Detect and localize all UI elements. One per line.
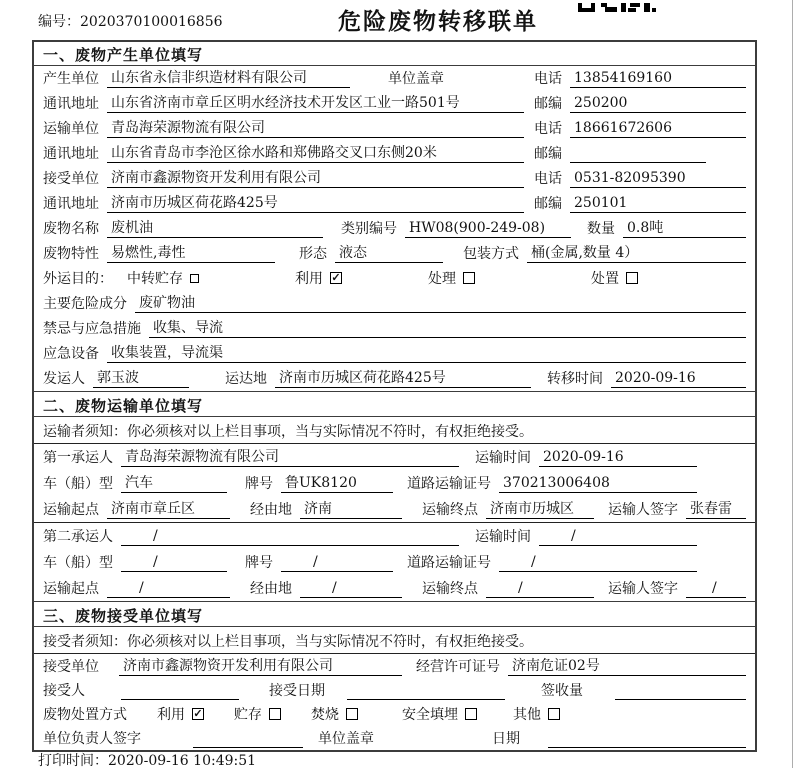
checkbox-unchecked-icon [548,708,560,720]
transporter-phone-value: 18661672606 [570,120,746,138]
receiver-address-row [34,191,755,216]
second-carrier-row [34,523,755,549]
carrier1-label: 第一承运人 [43,450,113,466]
terminus-label: 运输终点 [422,502,478,518]
phone-label: 电话 [534,171,562,187]
purpose-option-utilize: 利用 ✓ [295,271,341,287]
transporter-label: 运输单位 [43,121,99,137]
checkbox-unchecked-icon [346,708,358,720]
checkbox-checked-icon: ✓ [331,271,341,284]
category-value: HW08(900-249-08) [405,220,571,238]
first-carrier-block [34,444,755,523]
signed-quantity-label: 签收量 [541,683,583,699]
chief-sign-row [34,726,755,750]
carrier2-time-value: / [539,528,697,546]
sign-date-value [548,730,746,748]
second-carrier-route-row [34,575,755,601]
section1-header: 一、废物产生单位填写 [34,42,755,66]
document-number-value: 2020370100016856 [80,14,223,30]
emergency-label: 禁忌与应急措施 [43,321,141,337]
waste-name-label: 废物名称 [43,221,99,237]
phone-label: 电话 [534,71,562,87]
form-value: 液态 [335,242,443,263]
carrier2-origin-value: / [107,580,230,598]
hazard-component-row [34,291,755,316]
page-edge-divider [792,0,793,768]
emergency-value: 收集、导流 [149,317,746,338]
purpose-option-transit-storage: 中转贮存 [127,268,199,288]
producer-row [34,66,755,91]
zip-label: 邮编 [534,146,562,162]
phone-label: 电话 [534,121,562,137]
transporter-zip-value [570,145,706,163]
emergency-equipment-row [34,341,755,366]
plate-label: 牌号 [245,476,273,492]
transport-time-label: 运输时间 [475,529,531,545]
disposal-option-other: 其他 [513,704,560,724]
carrier1-vehicle-value: 汽车 [121,472,227,493]
checkbox-unchecked-icon [463,272,475,284]
acceptor-label: 接受人 [43,683,85,699]
second-carrier-vehicle-row [34,549,755,575]
unit-seal-label: 单位盖章 [388,71,444,87]
checkbox-checked-icon: ✓ [193,707,203,720]
second-carrier-block [34,523,755,601]
receiver-label: 接受单位 [43,171,99,187]
receiver-phone-value: 0531-82095390 [570,170,746,188]
disposal-option-utilize: 利用 ✓ [157,707,203,723]
disposal-option-landfill: 安全填埋 [402,704,477,724]
carrier-sign-label: 运输人签字 [608,581,678,597]
purpose-option-treat: 处理 [428,268,475,288]
carrier2-plate-value: / [281,554,393,572]
receiver-row [34,166,755,191]
chief-sign-label: 单位负责人签字 [43,731,141,747]
vehicle-type-label: 车（船）型 [43,555,113,571]
waste-name-row [34,216,755,241]
via-label: 经由地 [250,581,292,597]
permit-value: 济南危证02号 [508,655,746,676]
address-label: 通讯地址 [43,96,99,112]
section2-header: 二、废物运输单位填写 [34,391,755,417]
checkbox-unchecked-icon [269,708,281,720]
zip-label: 邮编 [534,196,562,212]
permit-label: 经营许可证号 [416,659,500,675]
accept-unit-value: 济南市鑫源物资开发利用有限公司 [119,655,402,676]
carrier1-road-permit-value: 370213006408 [499,475,697,493]
carrier2-sign-value: / [686,580,746,598]
purpose-option-dispose: 处置 [591,268,638,288]
category-label: 类别编号 [341,221,397,237]
consignor-row [34,366,755,391]
carrier2-terminus-value: / [486,580,594,598]
equipment-value: 收集装置，导流渠 [107,342,746,363]
acceptor-value [121,682,239,700]
checkbox-unchecked-icon [626,272,638,284]
destination-value: 济南市历城区荷花路425号 [275,367,531,388]
receiver-notice: 接受者须知：你必须核对以上栏目事项，当与实际情况不符时，有权拒绝接受。 [34,627,755,654]
accept-unit-label: 接受单位 [43,659,99,675]
manifest-form [32,40,757,752]
disposal-option-store: 贮存 [234,704,281,724]
trait-label: 废物特性 [43,246,99,262]
carrier1-sign-value: 张春雷 [686,498,746,519]
receiver-zip-value: 250101 [570,195,746,213]
first-carrier-route-row [34,496,755,522]
signed-quantity-value [615,682,746,700]
transporter-address-value: 山东省青岛市李沧区徐水路和郑佛路交叉口东侧20米 [107,142,524,163]
trait-value: 易燃性,毒性 [107,242,275,263]
print-time-label: 打印时间： [38,753,108,768]
producer-value: 山东省永信非织造材料有限公司 [107,67,350,88]
transporter-address-row [34,141,755,166]
hazard-value: 废矿物油 [135,292,746,313]
zip-label: 邮编 [534,96,562,112]
carrier1-terminus-value: 济南市历城区 [486,498,594,519]
disposal-option-incinerate: 焚烧 [311,704,358,724]
carrier1-time-value: 2020-09-16 [539,449,697,467]
qr-code-icon [578,0,656,16]
transporter-value: 青岛海荣源物流有限公司 [107,117,524,138]
carrier1-plate-value: 鲁UK8120 [281,472,393,493]
carrier2-road-permit-value: / [499,554,697,572]
print-time [38,750,256,768]
producer-address-value: 山东省济南市章丘区明水经济技术开发区工业一路501号 [107,92,524,113]
producer-label: 产生单位 [43,71,99,87]
destination-label: 运达地 [225,371,267,387]
plate-label: 牌号 [245,555,273,571]
carrier1-origin-value: 济南市章丘区 [107,498,230,519]
vehicle-type-label: 车（船）型 [43,476,113,492]
checkbox-unchecked-icon [465,708,477,720]
carrier2-via-value: / [300,580,402,598]
producer-address-row [34,91,755,116]
accept-date-label: 接受日期 [269,683,325,699]
carrier2-vehicle-value: / [121,554,227,572]
hazard-label: 主要危险成分 [43,296,127,312]
accept-unit-row [34,654,755,678]
quantity-value: 0.8吨 [623,217,746,238]
disposal-label: 废物处置方式 [43,707,127,723]
origin-label: 运输起点 [43,581,99,597]
quantity-label: 数量 [587,221,615,237]
print-time-value: 2020-09-16 10:49:51 [108,753,257,768]
form-label: 形态 [299,246,327,262]
first-carrier-vehicle-row [34,470,755,496]
terminus-label: 运输终点 [422,581,478,597]
waste-name-value: 废机油 [107,217,323,238]
consignor-value: 郭玉波 [93,367,189,388]
sign-date-label: 日期 [492,731,520,747]
consignor-label: 发运人 [43,371,85,387]
transporter-row [34,116,755,141]
carrier2-label: 第二承运人 [43,529,113,545]
page-title: 危险废物转移联单 [338,8,538,35]
transporter-notice: 运输者须知：你必须核对以上栏目事项，当与实际情况不符时，有权拒绝接受。 [34,417,755,444]
carrier2-value: / [121,528,459,546]
unit-seal-label: 单位盖章 [318,731,374,747]
road-permit-label: 道路运输证号 [407,476,491,492]
first-carrier-row [34,444,755,470]
transport-time-label: 运输时间 [475,450,531,466]
acceptor-row [34,678,755,702]
transfer-time-value: 2020-09-16 [611,370,746,388]
emergency-measures-row [34,316,755,341]
origin-label: 运输起点 [43,502,99,518]
road-permit-label: 道路运输证号 [407,555,491,571]
transfer-purpose-row [34,266,755,291]
transfer-time-label: 转移时间 [547,371,603,387]
pack-label: 包装方式 [463,246,519,262]
carrier1-via-value: 济南 [300,498,402,519]
disposal-method-row [34,702,755,726]
via-label: 经由地 [250,502,292,518]
accept-date-value [347,682,505,700]
producer-zip-value: 250200 [570,95,746,113]
pack-value: 桶(金属,数量 4） [527,242,746,263]
address-label: 通讯地址 [43,146,99,162]
document-header [0,0,796,38]
checkbox-unchecked-icon [190,274,199,283]
purpose-label: 外运目的： [43,271,113,287]
section3-header: 三、废物接受单位填写 [34,601,755,627]
carrier-sign-label: 运输人签字 [608,502,678,518]
document-number-label: 编号： [38,14,80,30]
carrier1-value: 青岛海荣源物流有限公司 [121,446,459,467]
receiver-value: 济南市鑫源物资开发利用有限公司 [107,167,524,188]
equipment-label: 应急设备 [43,346,99,362]
producer-phone-value: 13854169160 [570,70,746,88]
address-label: 通讯地址 [43,196,99,212]
receiver-address-value: 济南市历城区荷花路425号 [107,192,524,213]
chief-sign-value [193,730,303,748]
waste-trait-row [34,241,755,266]
